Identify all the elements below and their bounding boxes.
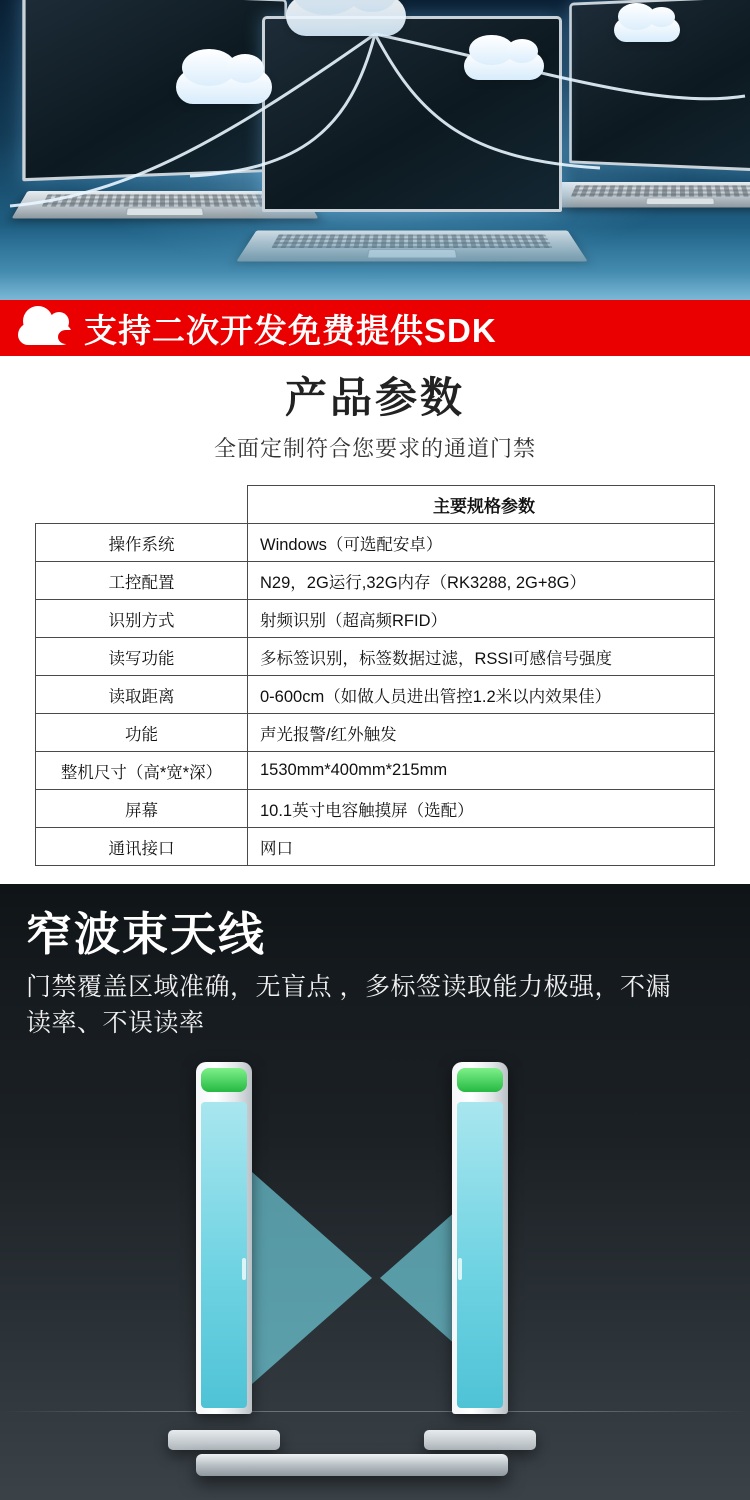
row-value: 声光报警/红外触发 bbox=[248, 714, 715, 752]
page-subtitle: 全面定制符合您要求的通道门禁 bbox=[213, 436, 536, 462]
row-value: 0-600cm（如做人员进出管控1.2米以内效果佳） bbox=[248, 676, 715, 714]
antenna-panel bbox=[201, 1102, 247, 1408]
floor-divider bbox=[0, 1411, 750, 1412]
row-label: 整机尺寸（高*宽*深） bbox=[36, 752, 248, 790]
pillar-body bbox=[452, 1062, 508, 1414]
row-value: Windows（可选配安卓） bbox=[248, 524, 715, 562]
row-value: 1530mm*400mm*215mm bbox=[248, 752, 715, 790]
table-row bbox=[36, 790, 715, 828]
antenna-panel bbox=[457, 1102, 503, 1408]
pillar-body bbox=[196, 1062, 252, 1414]
row-value: 网口 bbox=[248, 828, 715, 866]
sensor-slot bbox=[242, 1258, 246, 1280]
cloud-icon bbox=[18, 311, 72, 345]
pillar-foot bbox=[424, 1430, 536, 1450]
sdk-banner bbox=[0, 300, 750, 356]
row-label: 工控配置 bbox=[36, 562, 248, 600]
status-indicator bbox=[457, 1068, 503, 1092]
sdk-banner-text: 支持二次开发免费提供SDK bbox=[84, 311, 497, 349]
row-label: 操作系统 bbox=[36, 524, 248, 562]
row-value: 10.1英寸电容触摸屏（选配） bbox=[248, 790, 715, 828]
sensor-slot bbox=[458, 1258, 462, 1280]
table-header-blank bbox=[36, 486, 248, 524]
table-header-row bbox=[36, 486, 715, 524]
table-row bbox=[36, 828, 715, 866]
cloud-icon bbox=[464, 52, 544, 80]
row-label: 识别方式 bbox=[36, 600, 248, 638]
table-header-title: 主要规格参数 bbox=[248, 486, 715, 524]
table-row bbox=[36, 714, 715, 752]
row-value: N29，2G运行,32G内存（RK3288, 2G+8G） bbox=[248, 562, 715, 600]
table-row bbox=[36, 638, 715, 676]
cloud-icon bbox=[614, 18, 680, 42]
row-value: 多标签识别，标签数据过滤，RSSI可感信号强度 bbox=[248, 638, 715, 676]
table-row bbox=[36, 676, 715, 714]
page-title: 产品参数 bbox=[284, 374, 465, 421]
product-parameters-section bbox=[0, 356, 750, 866]
row-label: 读写功能 bbox=[36, 638, 248, 676]
hero-floor-reflection bbox=[0, 228, 750, 300]
hero-banner bbox=[0, 0, 750, 300]
antenna-title: 窄波束天线 bbox=[26, 908, 266, 961]
antenna-section bbox=[0, 884, 750, 1500]
gate-base-bar bbox=[196, 1454, 508, 1476]
status-indicator bbox=[201, 1068, 247, 1092]
table-row bbox=[36, 600, 715, 638]
gate-pillar-left bbox=[196, 1062, 252, 1434]
spec-table bbox=[35, 485, 715, 866]
table-row bbox=[36, 562, 715, 600]
antenna-description: 门禁覆盖区域准确，无盲点 ，多标签读取能力极强，不漏读率、不误读率 bbox=[26, 972, 671, 1037]
pillar-foot bbox=[168, 1430, 280, 1450]
beam-left bbox=[252, 1172, 372, 1384]
row-label: 通讯接口 bbox=[36, 828, 248, 866]
table-row bbox=[36, 524, 715, 562]
row-label: 屏幕 bbox=[36, 790, 248, 828]
cloud-icon bbox=[176, 70, 272, 104]
row-label: 功能 bbox=[36, 714, 248, 752]
row-label: 读取距离 bbox=[36, 676, 248, 714]
row-value: 射频识别（超高频RFID） bbox=[248, 600, 715, 638]
cloud-icon bbox=[286, 0, 406, 36]
gate-pillar-right bbox=[452, 1062, 508, 1434]
table-row bbox=[36, 752, 715, 790]
